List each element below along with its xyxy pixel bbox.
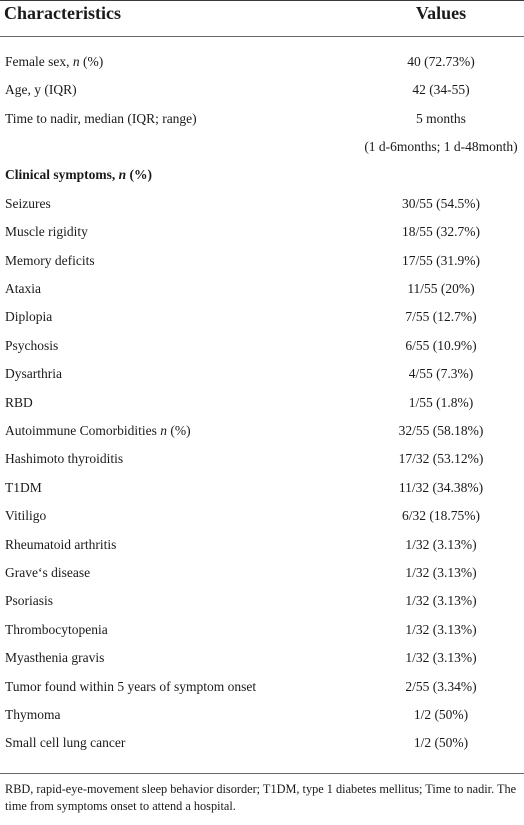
row-label [5,303,52,331]
table-row [0,48,524,76]
row-value: 1/32 (3.13%) [405,564,477,580]
row-label-text: T1DM [5,479,42,495]
table-row [0,360,524,388]
table-row [0,729,524,757]
row-value: 2/55 (3.34%) [405,678,477,694]
row-label-text: Memory deficits [5,252,95,268]
row-label [5,701,61,729]
table-row [0,445,524,473]
row-value: 30/55 (54.5%) [402,195,480,211]
row-value-range: (1 d-6months; 1 d-48month) [364,138,518,154]
row-label [5,389,33,417]
table-row [0,105,524,154]
table-row [0,389,524,417]
row-label-text: Thymoma [5,706,61,722]
row-label [5,76,77,104]
table-row [0,559,524,587]
row-value: 11/55 (20%) [407,280,475,296]
row-label [5,247,95,275]
bottom-rule [0,773,524,774]
row-value: 1/32 (3.13%) [405,536,477,552]
table-row [0,531,524,559]
row-value: 1/2 (50%) [413,735,469,751]
table-row [0,644,524,672]
table-row [0,218,524,246]
row-value: 1/32 (3.13%) [405,621,477,637]
header-characteristics: Characteristics [4,3,121,23]
row-value: 40 (72.73%) [407,54,475,69]
row-label-text: Hashimoto thyroiditis [5,451,124,467]
row-value: 1/32 (3.13%) [405,650,477,666]
table-row [0,303,524,331]
row-label-text: RBD [5,394,33,410]
row-value: 17/55 (31.9%) [402,252,480,268]
row-value: 7/55 (12.7%) [405,309,477,325]
section-row [0,161,524,189]
header-rule [0,36,524,37]
row-label-text: Vitiligo [5,508,47,524]
row-label [5,644,104,672]
row-value: 42 (34-55) [412,82,470,98]
row-label [5,559,90,587]
row-label-text: Tumor found within 5 years of symptom onset [5,678,257,694]
table-row [0,616,524,644]
row-label-suffix: (%) [126,167,153,183]
row-value: 6/55 (10.9%) [405,337,477,353]
row-label-text: Thrombocytopenia [5,621,108,637]
row-label-text: Clinical symptoms, [5,167,119,183]
header-values: Values [415,3,467,23]
row-label [5,332,58,360]
row-value: 5 months [416,110,466,126]
row-label-text: Seizures [5,195,51,211]
table-row [0,502,524,530]
row-label-italic: n [160,422,167,438]
row-label-text: Dysarthria [5,366,62,382]
row-value: 1/2 (50%) [413,706,469,722]
table-header [0,0,524,34]
row-label [5,417,191,445]
row-label [5,531,116,559]
row-label-text: Psychosis [5,337,59,353]
row-label-text: Female sex, [5,54,73,69]
row-label [5,218,88,246]
row-label [5,587,53,615]
table-row [0,701,524,729]
row-value: 6/32 (18.75%) [402,508,480,524]
row-label [5,729,125,757]
table-footnote: RBD, rapid-eye-movement sleep behavior disorder; T1DM, type 1 diabetes mellitus; Time to nadir. The time from symptoms onset to attend a hospital. [5,782,517,813]
row-value: 1/55 (1.8%) [408,394,474,410]
row-label-italic: n [72,54,80,69]
row-label-text: Age, y (IQR) [5,82,77,98]
row-label-text: Psoriasis [5,593,54,609]
row-value: 1/32 (3.13%) [405,593,477,609]
row-label [5,673,256,701]
row-label-text: Diplopia [5,309,53,325]
row-label-text: Ataxia [5,280,41,296]
row-label-text: Rheumatoid arthritis [5,536,117,552]
row-label-text: Small cell lung cancer [5,735,126,751]
table-row [0,247,524,275]
row-label [5,445,123,473]
row-value: 4/55 (7.3%) [408,366,474,382]
row-label [5,190,51,218]
row-label [5,275,41,303]
row-value: 11/32 (34.38%) [398,479,484,495]
row-label [5,360,62,388]
row-label-text: Autoimmune Comorbidities [5,422,161,438]
row-label [5,161,152,189]
row-label [5,502,46,530]
table-row [0,417,524,445]
table-row [0,673,524,701]
row-label-suffix: (%) [167,422,191,438]
row-label [5,105,197,133]
table-row [0,76,524,104]
row-label-text: Muscle rigidity [5,224,88,240]
row-value: 32/55 (58.18%) [398,422,484,438]
row-label-text: Myasthenia gravis [5,650,105,666]
row-label-text: Time to nadir, median (IQR; range) [5,110,197,126]
row-label-italic: n [118,167,127,183]
row-label [5,616,108,644]
table-row [0,275,524,303]
table-row [0,332,524,360]
table-row [0,190,524,218]
table-row [0,587,524,615]
row-label [5,474,42,502]
table-row [0,474,524,502]
row-label [5,48,103,76]
row-label-text: Grave‘s disease [5,564,91,580]
row-value: 18/55 (32.7%) [402,224,480,240]
row-value: 17/32 (53.12%) [398,451,484,467]
row-label-suffix: (%) [79,54,104,69]
